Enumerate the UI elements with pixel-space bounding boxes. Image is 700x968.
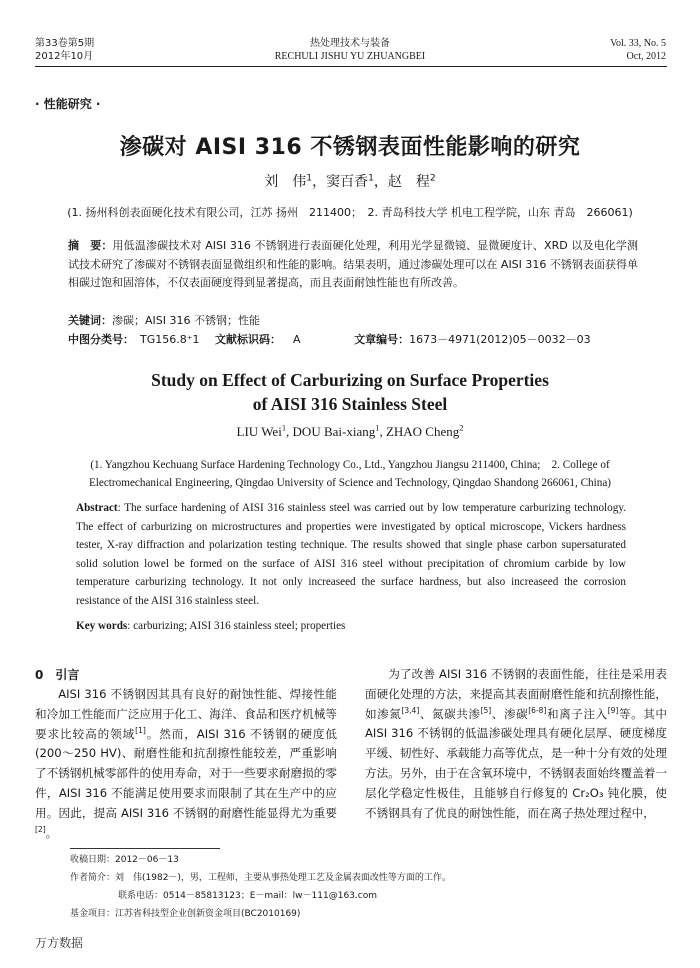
footnote-author-intro: 作者简介：刘 伟(1982－)，男，工程师，主要从事热处理工艺及金属表面改性等方面的工作。 <box>70 873 451 883</box>
header-rule <box>35 66 667 67</box>
intro-p1-end: 。 <box>45 825 58 840</box>
paper-title-en <box>0 368 700 416</box>
author-2-cn: ，窦百香 <box>312 174 369 190</box>
footnote-received: 收稿日期：2012－06－13 <box>70 855 179 865</box>
author-3-en: , ZHAO Cheng <box>379 424 460 439</box>
abstract-cn <box>68 237 638 293</box>
affiliation-en-line-1: (1. Yangzhou Kechuang Surface Hardening Technology Co., Ltd., Yangzhou Jiangsu 211400, China; 2. College of <box>90 459 610 471</box>
citation-6: [9] <box>607 705 619 715</box>
header-issue: 第33卷第5期 <box>35 38 95 49</box>
doc-code-value: A <box>293 333 301 346</box>
footnote-fund: 基金项目：江苏省科技型企业创新资金项目(BC2010169) <box>70 909 301 919</box>
author-3-cn-sup: 2 <box>429 173 436 184</box>
keywords-en-label: Key words <box>76 620 128 632</box>
authors-en <box>0 424 700 440</box>
intro-heading: 0 引言 <box>35 668 80 682</box>
keywords-cn-label: 关键词： <box>68 314 112 327</box>
author-1-en: LIU Wei <box>236 424 282 439</box>
paper-title-en-line-2: of AISI 316 Stainless Steel <box>252 394 448 414</box>
intro-paragraph-2 <box>365 665 667 823</box>
intro-p2-s1: 为了改善 AISI 316 不锈钢的表面性能，往往是采用表面硬化处理的方法，来提高其表面耐磨性能和抗刮擦性能，如渗氮 <box>365 667 667 721</box>
header-date: 2012年10月 <box>35 51 94 62</box>
affiliation-en <box>0 456 700 492</box>
affiliation-cn: (1. 扬州科创表面硬化技术有限公司，江苏 扬州 211400； 2. 青岛科技大学 机电工程学院，山东 青岛 266061) <box>67 206 633 219</box>
doc-code-label: 文献标识码： <box>215 333 282 346</box>
clc-value: TG156.8⁺1 <box>140 333 200 346</box>
author-2-en-sup: 1 <box>375 422 380 433</box>
intro-p1-text: AISI 316 不锈钢因其具有良好的耐蚀性能、焊接性能和冷加工性能而广泛应用于化工、海洋、食品和医疗机械等要求比较高的领域 <box>35 687 337 741</box>
footnote-contact: 联系电话：0514－85813123；E－mail：lw－111@163.com <box>118 891 377 901</box>
clc-label: 中图分类号： <box>68 333 134 346</box>
journal-title-en: RECHULI JISHU YU ZHUANGBEI <box>274 51 426 62</box>
abstract-en <box>76 499 626 611</box>
citation-5: [6-8] <box>528 705 547 715</box>
keywords-cn <box>68 312 260 328</box>
journal-title-cn: 热处理技术与装备 <box>310 38 390 49</box>
abstract-en-label: Abstract <box>76 502 118 514</box>
author-1-cn-sup: 1 <box>306 173 313 184</box>
article-no-value: 1673－4971(2012)05－0032－03 <box>409 333 591 346</box>
header-volume: Vol. 33, No. 5 <box>610 38 666 49</box>
citation-1: [1] <box>135 725 146 735</box>
header-month: Oct, 2012 <box>626 51 666 62</box>
author-1-en-sup: 1 <box>281 422 287 433</box>
footnote-rule <box>70 848 220 849</box>
author-3-cn: ，赵 程 <box>373 174 430 190</box>
citation-3: [3,4] <box>401 705 420 715</box>
citation-2: [2] <box>35 824 46 834</box>
abstract-cn-text: 用低温渗碳技术对 AISI 316 不锈钢进行表面硬化处理，利用光学显微镜、显微硬度计、XRD 以及电化学测试技术研究了渗碳对不锈钢表面显微组织和性能的影响。结果表明，通过渗碳处理可以在 AISI 316 不锈钢表面获得单相碳过饱和固溶体，不仅表面硬度得到显著提高，而且表面耐蚀性能也有所改善。 <box>68 239 639 289</box>
author-1-cn: 刘 伟 <box>264 174 307 190</box>
author-2-cn-sup: 1 <box>368 173 374 184</box>
paper-title-en-line-1: Study on Effect of Carburizing on Surface Properties <box>151 370 549 390</box>
authors-cn <box>0 171 700 191</box>
keywords-en-text: : carburizing; AISI 316 stainless steel; properties <box>127 620 346 632</box>
intro-p2-s3: 、渗碳 <box>491 706 529 721</box>
keywords-cn-text: 渗碳；AISI 316 不锈钢；性能 <box>112 314 260 327</box>
citation-4: [5] <box>480 705 492 715</box>
watermark-wanfang: 万方数据 <box>35 936 84 950</box>
intro-p1-text-b: 。然而，AISI 316 不锈钢的硬度低(200～250 HV)、耐磨性能和抗刮擦性能较差，严重影响了不锈钢机械零部件的使用寿命，对于一些要求耐磨损的零件，AISI 316 不能满足使用要求而限制了其在生产中的应用。因此，提高 AISI 316 不锈钢的耐磨性能显得尤为重要 <box>35 726 337 820</box>
author-3-en-sup: 2 <box>459 422 464 433</box>
right-column <box>365 665 667 823</box>
section-tag: · 性能研究 · <box>35 97 101 111</box>
article-no-label: 文章编号： <box>354 333 410 346</box>
intro-p2-s5: 等。其中 AISI 316 不锈钢的低温渗碳处理具有硬化层厚、硬度梯度平缓、韧性好、承载能力高等优点，是一种十分有效的处理方法。另外，由于在含氧环境中，不锈钢表面始终覆盖着一层化学稳定性极佳，且能够自行修复的 Cr₂O₃ 钝化膜，使不锈钢具有了优良的耐蚀性能，而在离子热处理过程中， <box>365 706 667 820</box>
intro-p2-s2: 、氮碳共渗 <box>419 706 481 721</box>
abstract-cn-label: 摘 要： <box>68 239 113 252</box>
intro-paragraph-1 <box>35 685 337 843</box>
paper-title-cn: 渗碳对 AISI 316 不锈钢表面性能影响的研究 <box>119 135 581 160</box>
classification-line <box>68 331 638 347</box>
affiliation-en-line-2: Electromechanical Engineering, Qingdao University of Science and Technology, Qingdao Shandong 266061, China) <box>88 477 612 489</box>
author-2-en: , DOU Bai-xiang <box>286 424 376 439</box>
keywords-en <box>76 620 345 632</box>
abstract-en-text: : The surface hardening of AISI 316 stainless steel was carried out by low temperature carburizing technology. The effect of carburizing on microstructures and properties were investigated by optical microscope, Vickers hardness tester, X-ray diffraction and polarization testing technique. The results showed that single phase carbon supersaturated solid solution lowel be formed on the surface of AISI 316 steel without precipitation of chromium carbide by low temperature carburizing technology. It not only increaseed the surface hardness, but also increaseed the corrosion resistance of the AISI 316 stainless steel. <box>76 502 626 607</box>
left-column <box>35 685 337 843</box>
intro-p2-s4: 和离子注入 <box>546 706 608 721</box>
